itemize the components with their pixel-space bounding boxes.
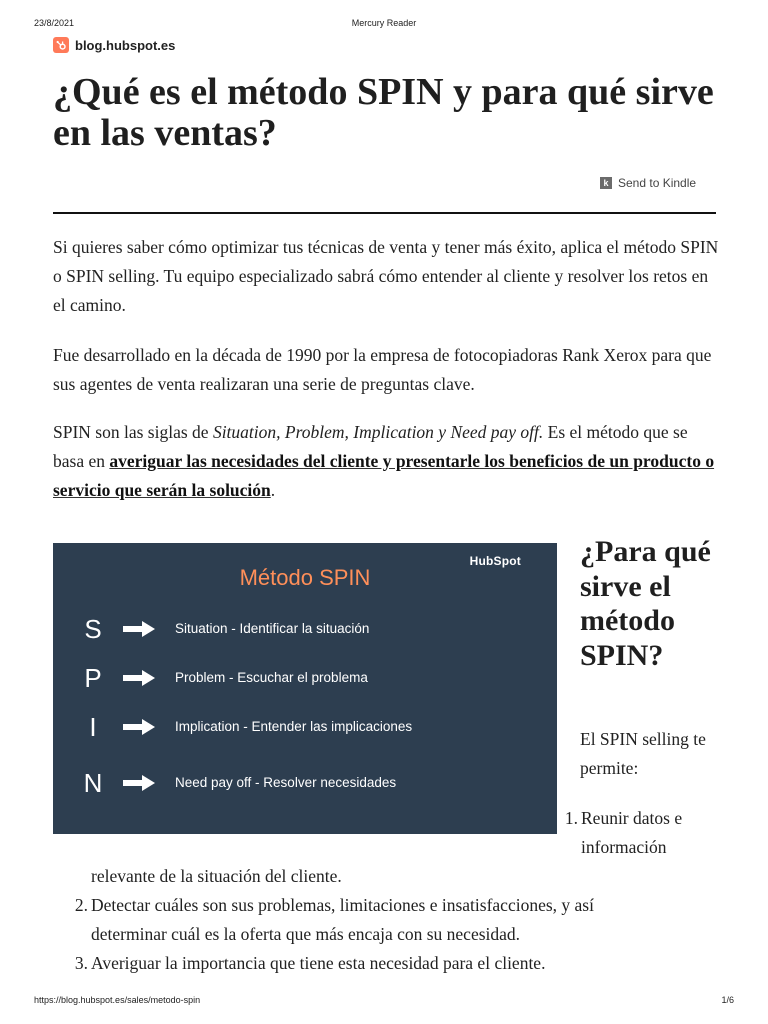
list-item-3-line-1: Averiguar la importancia que tiene esta necesidad para el cliente.	[91, 953, 546, 973]
spin-row-text: Problem - Escuchar el problema	[175, 670, 368, 685]
right-arrow-icon	[123, 670, 155, 686]
print-footer	[34, 995, 734, 1007]
spin-row-text: Need pay off - Resolver necesidades	[175, 775, 397, 790]
print-date: 23/8/2021	[34, 18, 75, 28]
print-url: https://blog.hubspot.es/sales/metodo-spin	[34, 995, 201, 1005]
article-title: ¿Qué es el método SPIN y para qué sirve en las ventas?	[53, 71, 714, 154]
acronym-text-start: SPIN son las siglas de	[53, 422, 213, 442]
print-header	[34, 18, 734, 30]
spin-row-text: Situation - Identificar la situación	[175, 621, 370, 636]
list-item-1-line-1: Reunir datos e	[581, 808, 683, 828]
list-number: 3.	[74, 953, 88, 973]
send-to-kindle-button[interactable]	[600, 175, 696, 191]
list-number: 1.	[564, 808, 578, 828]
spin-letter: N	[83, 768, 103, 798]
spin-image-heading: Método SPIN	[239, 565, 371, 590]
print-page-number: 1/6	[721, 995, 734, 1005]
kindle-icon: k	[600, 177, 612, 189]
spin-row-situation	[53, 614, 557, 644]
list-item-1-line-3: relevante de la situación del cliente.	[91, 866, 342, 886]
paragraph-intro: Si quieres saber cómo optimizar tus técnicas de venta y tener más éxito, aplica el método SPIN o SPIN selling. Tu equipo especializado sabrá cómo entender al cliente y resolver los retos en el camino.	[53, 237, 719, 315]
spin-letter: P	[84, 663, 102, 693]
list-number: 2.	[74, 895, 88, 915]
list-item-2-line-1: Detectar cuáles son sus problemas, limitaciones e insatisfacciones, y así	[91, 895, 594, 915]
acronym-expansion: Situation, Problem, Implication y Need pay off.	[212, 422, 544, 442]
acronym-text-mid: Es el método que se basa en	[53, 422, 688, 471]
needs-link[interactable]: averiguar las necesidades del cliente y presentarle los beneficios de un producto o servicio que serán la solución	[53, 451, 715, 500]
spin-row-problem	[53, 663, 557, 693]
right-arrow-icon	[123, 775, 155, 791]
spin-method-image	[53, 543, 557, 834]
right-arrow-icon	[123, 719, 155, 735]
list-item-1-line-2: información	[581, 837, 667, 857]
spin-letter: S	[84, 614, 102, 644]
spin-row-need-pay-off	[53, 768, 557, 798]
spin-row-implication	[53, 712, 557, 742]
spin-row-text: Implication - Entender las implicaciones	[175, 719, 413, 734]
section-intro: El SPIN selling te permite:	[580, 729, 706, 778]
acronym-text-end: .	[270, 480, 276, 500]
source-domain: blog.hubspot.es	[75, 37, 176, 53]
hubspot-logo: HubSpot	[469, 554, 521, 568]
paragraph-acronym	[53, 418, 723, 505]
source-link[interactable]	[53, 36, 175, 54]
send-to-kindle-label: Send to Kindle	[618, 176, 697, 190]
spin-letter: I	[89, 712, 97, 742]
print-app-name: Mercury Reader	[351, 18, 417, 28]
title-divider	[53, 212, 716, 214]
paragraph-history: Fue desarrollado en la década de 1990 por la empresa de fotocopiadoras Rank Xerox para que sus agentes de venta realizaran una serie de preguntas clave.	[53, 345, 712, 394]
list-item-2-line-2: determinar cuál es la oferta que más encaja con su necesidad.	[91, 924, 521, 944]
hubspot-favicon-icon	[53, 37, 69, 53]
right-arrow-icon	[123, 621, 155, 637]
section-heading: ¿Para qué sirve el método SPIN?	[580, 535, 711, 672]
